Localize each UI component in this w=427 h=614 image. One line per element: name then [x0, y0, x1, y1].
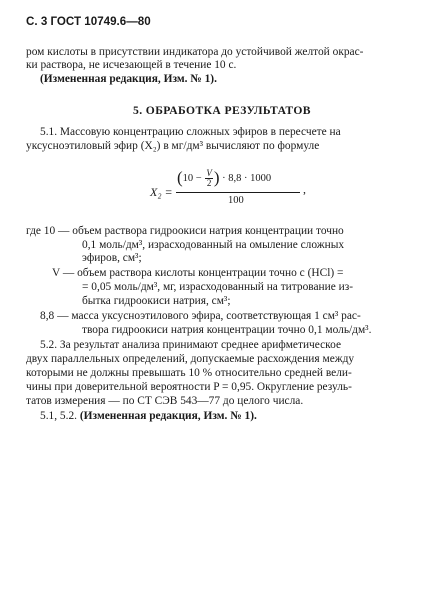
final-amendment-line	[40, 409, 257, 423]
p51-line-2: уксусноэтиловый эфир (X₂) в мг/дм³ вычисляют по формуле	[26, 140, 320, 152]
p52-line-3: которыми не должны превышать 10 % относительно средней вели-	[26, 367, 352, 379]
p52-line-5: татов измерения — по СТ СЭВ 543—77 до целого числа.	[26, 395, 304, 407]
where-line-1: где 10 — объем раствора гидроокиси натрия концентрации точно	[26, 225, 344, 237]
where-line-5: = 0,05 моль/дм³, мг, израсходованный на титрование из-	[82, 281, 354, 293]
final-amendment: (Измененная редакция, Изм. № 1).	[79, 410, 257, 422]
section-title: 5. ОБРАБОТКА РЕЗУЛЬТАТОВ	[133, 104, 311, 117]
where-line-6: бытка гидроокиси натрия, см³;	[82, 295, 231, 307]
where-line-4: V — объем раствора кислоты концентрации точно с (HCl) =	[52, 267, 344, 279]
intro-line-2: ки раствора, не исчезающей в течение 10 с.	[26, 59, 237, 71]
formula-frac-denominator: 2	[206, 178, 212, 189]
where-line-7: 8,8 — масса уксусноэтилового эфира, соответствующая 1 см³ рас-	[40, 310, 361, 322]
intro-amendment: (Измененная редакция, Изм. № 1).	[40, 73, 217, 85]
p52-line-2: двух параллельных определений, допускаемые расхождения между	[26, 353, 355, 365]
p52-line-4: чины при доверительной вероятности P = 0,95. Округление резуль-	[26, 381, 352, 393]
formula-num-b: · 8,8 · 1000	[222, 173, 272, 184]
concentration-formula	[150, 168, 370, 214]
formula-inner-fraction	[205, 169, 213, 188]
formula-frac-numerator: V	[206, 168, 212, 179]
formula-lhs: X₂ =	[150, 185, 173, 199]
where-line-3: эфиров, см³;	[82, 252, 142, 264]
formula-fraction-bar	[176, 192, 300, 193]
p52-line-1: 5.2. За результат анализа принимают среднее арифметическое	[40, 339, 342, 351]
formula-comma: ,	[303, 182, 306, 196]
final-prefix: 5.1, 5.2.	[40, 410, 78, 422]
where-line-8: твора гидроокиси натрия концентрации точно 0,1 моль/дм³.	[82, 324, 372, 336]
formula-denominator: 100	[228, 195, 244, 206]
formula-numerator: (10 − $\frac{V}{2}$ ) · 8,8 · 1000	[177, 168, 272, 189]
where-line-2: 0,1 моль/дм³, израсходованный на омыление сложных	[82, 239, 345, 251]
page-header: С. 3 ГОСТ 10749.6—80	[26, 15, 151, 28]
formula-num-a: 10 −	[182, 173, 202, 184]
intro-line-1: ром кислоты в присутствии индикатора до устойчивой желтой окрас-	[26, 46, 364, 58]
p51-line-1: 5.1. Массовую концентрацию сложных эфиров в пересчете на	[40, 126, 341, 138]
